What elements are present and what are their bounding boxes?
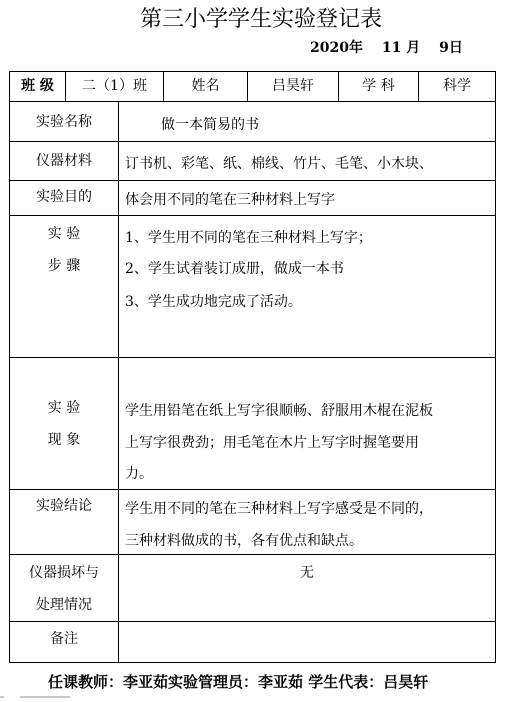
subject-value: 科学	[443, 78, 471, 94]
purpose-label: 实验目的	[36, 189, 92, 205]
student-rep-signature: 学生代表：吕昊轩	[308, 673, 429, 691]
phenomenon-label-line2: 现 象	[47, 432, 81, 448]
steps-label-line1: 实 验	[47, 226, 81, 242]
form-title: 第三小学学生实验登记表	[139, 7, 382, 32]
name-value: 吕昊轩	[272, 78, 314, 94]
steps-line-1: 1、学生用不同的笔在三种材料上写字；	[125, 230, 372, 246]
remarks-label: 备注	[50, 631, 78, 647]
damage-label-line1: 仪器损坏与	[29, 565, 99, 581]
date-month: 11 月	[381, 40, 421, 56]
row-divider	[9, 180, 496, 181]
conclusion-line-2: 三种材料做成的书，各有优点和缺点。	[125, 533, 363, 549]
date-year: 2020年	[310, 40, 363, 56]
form-date	[310, 37, 463, 57]
purpose-value: 体会用不同的笔在三种材料上写字	[125, 192, 335, 208]
experiment-name-value: 做一本简易的书	[161, 117, 259, 133]
phenomenon-line-2: 上写字很费劲；用毛笔在木片上写字时握笔要用	[125, 435, 419, 451]
conclusion-label: 实验结论	[36, 498, 92, 514]
row-divider	[9, 215, 496, 216]
row-divider	[9, 621, 496, 622]
manager-signature: 实验管理员：李亚茹	[168, 673, 304, 691]
date-day: 9日	[439, 40, 463, 56]
subject-label: 学 科	[362, 78, 395, 94]
row-divider	[9, 554, 496, 555]
phenomenon-line-1: 学生用铅笔在纸上写字很顺畅、舒服用木棍在泥板	[125, 403, 433, 419]
class-value: 二（1）班	[82, 78, 147, 94]
damage-label-line2: 处理情况	[36, 597, 92, 613]
experiment-name-label: 实验名称	[36, 114, 92, 130]
row-divider	[9, 101, 496, 102]
row-divider	[9, 489, 496, 490]
phenomenon-line-3: 力。	[125, 466, 153, 482]
steps-label-line2: 步 骤	[47, 258, 81, 274]
teacher-signature: 任课教师：李亚茹	[48, 673, 169, 691]
phenomenon-label-line1: 实 验	[47, 400, 81, 416]
damage-value: 无	[300, 565, 314, 581]
signature-line	[48, 671, 428, 692]
steps-line-3: 3、学生成功地完成了活动。	[125, 294, 302, 310]
materials-value: 订书机、彩笔、纸、棉线、竹片、毛笔、小木块、	[125, 156, 433, 172]
cropped-edge	[0, 693, 522, 702]
class-label: 班 级	[21, 78, 54, 94]
steps-line-2: 2、学生试着装订成册，做成一本书	[125, 261, 344, 277]
row-divider	[9, 141, 496, 142]
row-divider	[9, 357, 496, 358]
name-label: 姓名	[191, 78, 220, 94]
materials-label: 仪器材料	[36, 153, 92, 169]
conclusion-line-1: 学生用不同的笔在三种材料上写字感受是不同的，	[125, 501, 433, 517]
